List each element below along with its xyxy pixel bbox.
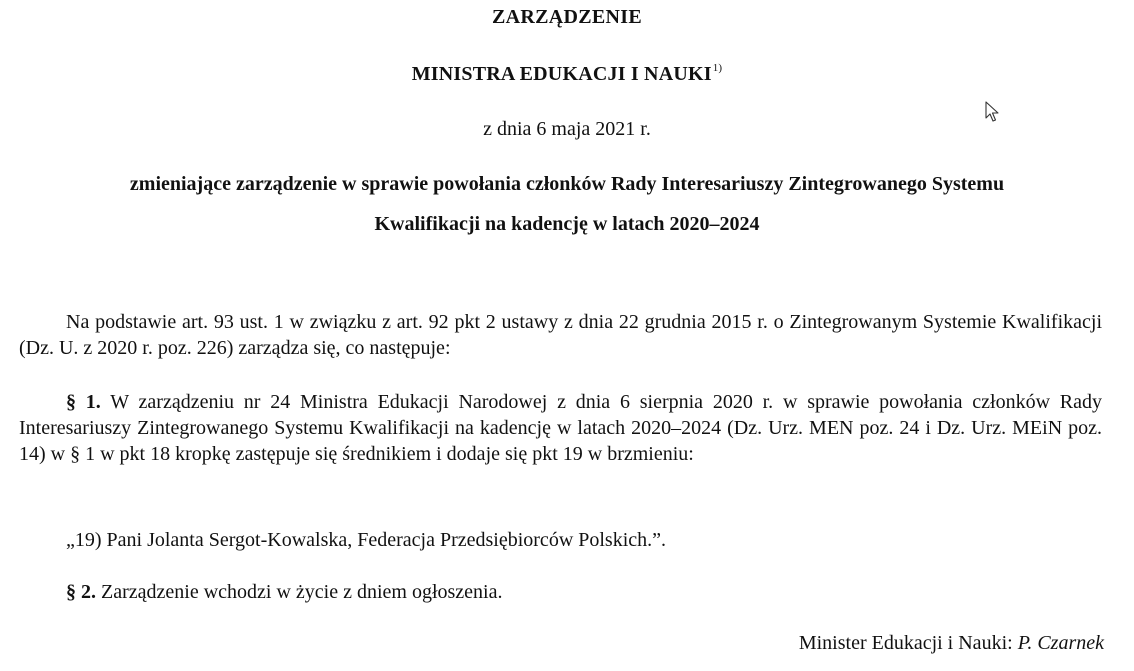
document-title: ZARZĄDZENIE xyxy=(492,6,642,28)
document-issuer xyxy=(0,62,1134,86)
signature-role: Minister Edukacji i Nauki: xyxy=(798,632,1013,654)
section-1-paragraph xyxy=(19,389,1102,467)
item-19: „19) Pani Jolanta Sergot-Kowalska, Federacja Przedsiębiorców Polskich.”. xyxy=(66,529,667,551)
section-1-text: W zarządzeniu nr 24 Ministra Edukacji Narodowej z dnia 6 sierpnia 2020 r. w sprawie powołania członków Rady Interesariuszy Zintegrowanego Systemu Kwalifikacji na kadencję w latach 2020–2024 (Dz. Urz. MEN poz. 24 i Dz. Urz. MEiN poz. 14) w § 1 w pkt 18 kropkę zastępuje się średnikiem i dodaje się pkt 19 w brzmieniu: xyxy=(19,391,1103,465)
legal-basis-paragraph: Na podstawie art. 93 ust. 1 w związku z art. 92 pkt 2 ustawy z dnia 22 grudnia 2015 r. o Zintegrowanym Systemie Kwalifikacji (Dz. U. z 2020 r. poz. 226) zarządza się, co następuje: xyxy=(19,311,1102,359)
footnote-marker[interactable]: 1) xyxy=(712,62,723,74)
section-2-mark: § 2. xyxy=(66,581,96,603)
document-date: z dnia 6 maja 2021 r. xyxy=(483,118,651,140)
mouse-pointer-icon xyxy=(985,101,999,123)
signature xyxy=(799,632,1104,655)
section-2-paragraph xyxy=(66,579,1066,605)
signature-name: P. Czarnek xyxy=(1017,632,1104,654)
document-subject-line-1: zmieniające zarządzenie w sprawie powołania członków Rady Interesariuszy Zintegrowanego Systemu xyxy=(129,173,1005,195)
section-2-text: Zarządzenie wchodzi w życie z dniem ogłoszenia. xyxy=(101,581,503,603)
section-1-mark: § 1. xyxy=(66,391,101,413)
issuer-name: MINISTRA EDUKACJI I NAUKI xyxy=(411,63,712,85)
document-subject-line-2: Kwalifikacji na kadencję w latach 2020–2024 xyxy=(374,213,760,235)
